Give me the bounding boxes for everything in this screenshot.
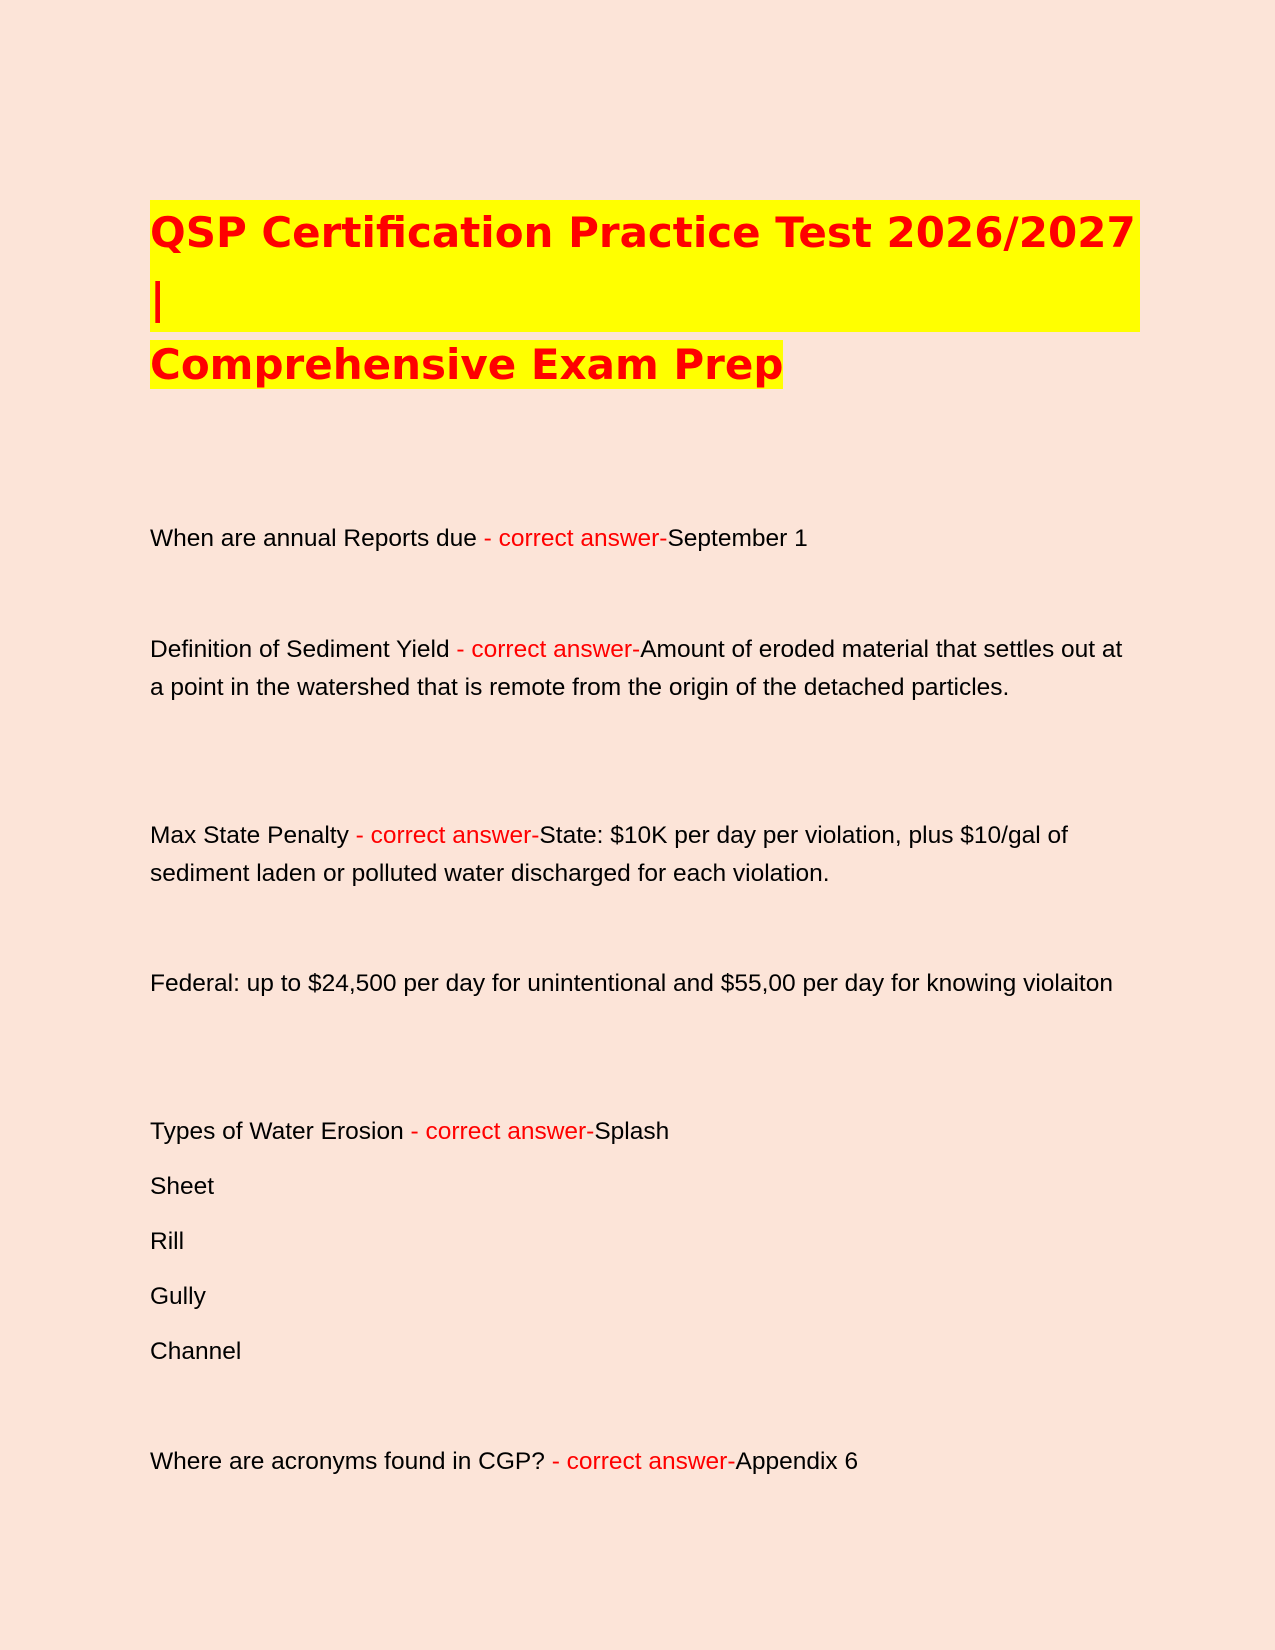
answer: State: $10K per day per violation, plus $10/gal of sediment laden or polluted water discharged for each violation. <box>150 822 1068 887</box>
question: Max State Penalty <box>150 822 349 849</box>
correct-answer-marker: - correct answer- <box>449 636 641 663</box>
question: Where are acronyms found in CGP? <box>150 1448 545 1475</box>
correct-answer-marker: - correct answer- <box>544 1448 736 1475</box>
qa-cgp-acronyms <box>150 1443 1140 1481</box>
correct-answer-marker: - correct answer- <box>348 822 540 849</box>
question: When are annual Reports due <box>150 525 477 552</box>
erosion-type-item: Gully <box>150 1283 206 1310</box>
qa-sediment-yield <box>150 631 1140 707</box>
qa-annual-reports <box>150 520 1140 558</box>
answer: September 1 <box>667 525 808 552</box>
answer: Appendix 6 <box>735 1448 859 1475</box>
correct-answer-marker: - correct answer- <box>476 525 668 552</box>
answer: Amount of eroded material that settles out at a point in the watershed that is remote from the origin of the detached particles. <box>150 636 1123 701</box>
correct-answer-marker: - correct answer- <box>403 1118 595 1145</box>
question: Types of Water Erosion <box>150 1118 404 1145</box>
erosion-type-item: Channel <box>150 1338 242 1365</box>
question: Definition of Sediment Yield <box>150 636 450 663</box>
answer: Splash <box>594 1118 670 1145</box>
qa-water-erosion-types <box>150 1113 1140 1151</box>
erosion-type-item: Sheet <box>150 1173 215 1200</box>
document-title <box>150 200 1140 398</box>
qa-max-state-penalty <box>150 817 1140 893</box>
federal-penalty-note: Federal: up to $24,500 per day for unintentional and $55,00 per day for knowing violaiton <box>150 970 1113 997</box>
erosion-type-item: Rill <box>150 1228 185 1255</box>
title-line-1: QSP Certification Practice Test 2026/2027 | <box>150 200 1140 332</box>
title-line-2: Comprehensive Exam Prep <box>150 340 784 389</box>
